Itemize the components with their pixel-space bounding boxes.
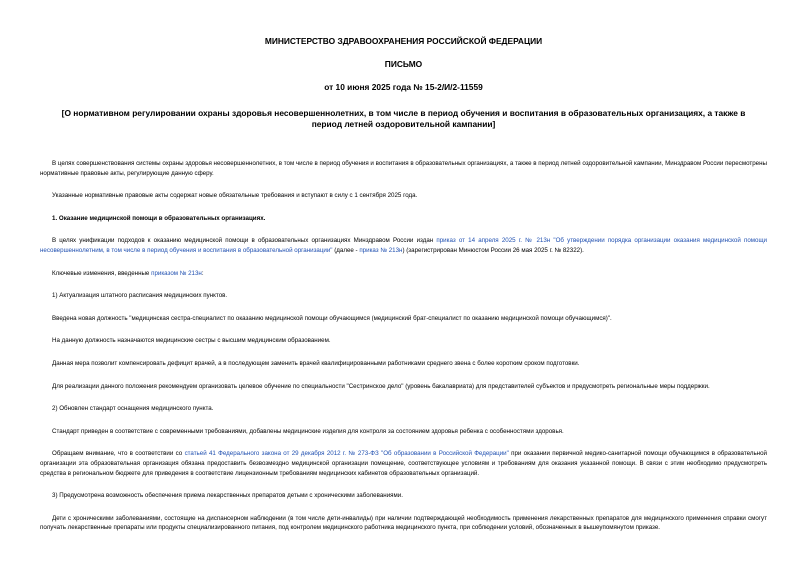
paragraph: Указанные нормативные правовые акты содержат новые обязательные требования и вступают в силу с 1 сентября 2025 года.: [52, 192, 418, 200]
paragraph-text: при оказании первичной медико-санитарной помощи обучающимся в образовательной организации эта образовательная организация обязана предоставить безвозмездно медицинской организации помещение, соответствующее условиям и требованиям для оказания указанной помощи. В связи с этим необходимо предусмотреть средства в региональном бюджете для приведения в соответствие лицензионным требованиям медицинских кабинетов образовательных организаций.: [40, 450, 767, 477]
paragraph: 2) Обновлен стандарт оснащения медицинского пункта.: [52, 405, 214, 413]
paragraph: В целях совершенствования системы охраны здоровья несовершеннолетних, в том числе в период обучения и воспитания в образовательных организациях, а также в период летней оздоровительной кампании, Минздравом России пересмотрены нормативные правовые акты, регулирующие данную сферу.: [40, 160, 767, 177]
order-213n-short-link[interactable]: приказ № 213н: [359, 246, 403, 254]
paragraph-text: Обращаем внимание, что в соответствии со: [52, 450, 185, 458]
paragraph: [40, 449, 767, 478]
paragraph: 1) Актуализация штатного расписания медицинских пунктов.: [52, 292, 228, 300]
paragraph: [40, 236, 767, 255]
section-heading: 1. Оказание медицинской помощи в образовательных организациях.: [52, 214, 266, 222]
paragraph: Введена новая должность "медицинская сестра-специалист по оказанию медицинской помощи обучающимся (медицинский брат-специалист по оказанию медицинской помощи обучающимся)".: [52, 314, 612, 322]
paragraph-text: Ключевые изменения, введенные: [52, 269, 152, 277]
document-body: [40, 159, 767, 533]
paragraph: Стандарт приведен в соответствие с современными требованиями, добавлены медицинские изделия для контроля за состоянием здоровья ребенка с особенностями здоровья.: [52, 427, 564, 435]
document-type: ПИСЬМО: [384, 59, 423, 69]
paragraph: [40, 269, 767, 279]
order-213n-link[interactable]: приказ от 14 апреля 2025 г. № 213н "Об утверждении порядка организации оказания медицинской помощи несовершеннолетним, в том числе в период обучения и воспитания в образовательной организации": [40, 237, 767, 254]
paragraph-text: (далее -: [332, 246, 360, 254]
paragraph: На данную должность назначаются медицинские сестры с высшим медицинским образованием.: [52, 337, 331, 345]
paragraph-text: :: [201, 269, 204, 277]
paragraph: 3) Предусмотрена возможность обеспечения приема лекарственных препаратов детьми с хроническими заболеваниями.: [52, 492, 403, 500]
document-subject: [О нормативном регулировании охраны здоровья несовершеннолетних, в том числе в период обучения и воспитания в образовательных организациях, а также в период летней оздоровительной кампании]: [61, 108, 746, 129]
paragraph-text: ) (зарегистрирован Минюстом России 26 мая 2025 г. № 82322).: [402, 246, 584, 254]
paragraph: Данная мера позволит компенсировать дефицит врачей, а в последующем заменить врачей квалифицированными работниками среднего звена с более коротким сроком подготовки.: [52, 359, 580, 367]
document-date-number: от 10 июня 2025 года № 15-2/И/2-11559: [324, 82, 483, 92]
ministry-title: МИНИСТЕРСТВО ЗДРАВООХРАНЕНИЯ РОССИЙСКОЙ ФЕДЕРАЦИИ: [264, 36, 543, 46]
law-273fz-article-41-link[interactable]: статьей 41 Федерального закона от 29 декабря 2012 г. № 273-ФЗ "Об образовании в Российской Федерации": [184, 450, 509, 458]
paragraph-text: В целях унификации подходов к оказанию медицинской помощи в образовательных организациях Минздравом России издан: [52, 237, 437, 245]
paragraph: Дети с хроническими заболеваниями, состоящие на диспансерном наблюдении (в том числе дети-инвалиды) при наличии подтверждающей необходимость применения лекарственных препаратов для медицинского применения справки смогут получать лекарственные препараты или продукты специализированного питания, под контролем медицинского работника медицинского пункта, при соблюдении условий, обозначенных в вышеупомянутом приказе.: [40, 514, 767, 532]
order-213n-ref-link[interactable]: приказом № 213н: [151, 269, 202, 277]
paragraph: Для реализации данного положения рекомендуем организовать целевое обучение по специальности "Сестринское дело" (уровень бакалавриата) для представителей субъектов и предусмотреть региональные меры поддержки.: [52, 382, 710, 390]
